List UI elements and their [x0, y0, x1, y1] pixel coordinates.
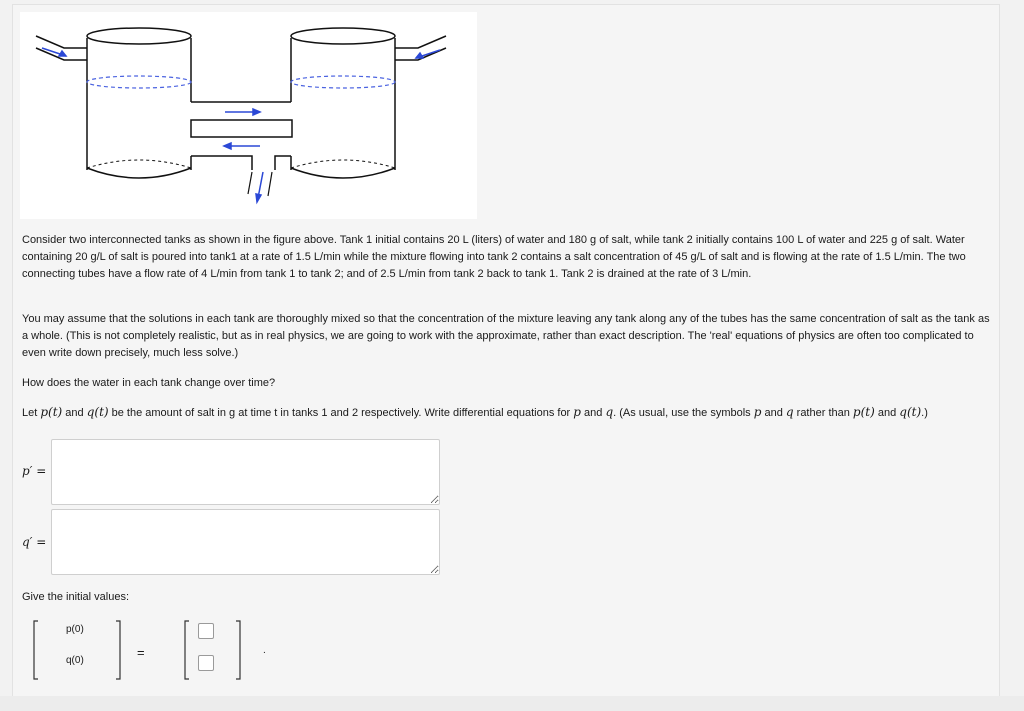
instruction-text: Let — [22, 407, 41, 419]
symbol-q: q — [785, 405, 794, 419]
instruction-text: rather than — [793, 407, 853, 419]
symbol-q-of-t: q(t) — [899, 405, 922, 419]
middle-tube — [191, 120, 292, 137]
initial-values-heading: Give the initial values: — [22, 591, 129, 603]
drain-stream-left — [248, 172, 252, 194]
instruction-text: be the amount of salt in g at time t in tanks 1 and 2 respectively. Write differential equations for — [108, 407, 574, 419]
q-prime-input[interactable] — [51, 509, 440, 575]
instruction-text: and — [62, 407, 87, 419]
q0-input[interactable] — [198, 655, 214, 671]
instruction-text: and — [761, 407, 786, 419]
right-bracket-open — [185, 621, 189, 679]
tank2-water-level — [291, 76, 395, 88]
q-prime-label: q′ = — [22, 535, 47, 549]
p-prime-input[interactable] — [51, 439, 440, 505]
instruction-text: and — [874, 407, 900, 419]
trailing-period: . — [263, 645, 266, 656]
bottom-bar — [0, 696, 1024, 711]
symbol-p-of-t: p(t) — [40, 405, 63, 419]
tank1-top — [87, 28, 191, 44]
inlet2-top — [395, 36, 446, 48]
equals-sign: = — [137, 645, 145, 660]
tank1-bottom-dash — [87, 160, 191, 168]
lower-tube-right — [275, 156, 291, 170]
tank-diagram — [20, 12, 477, 219]
inlet1-top — [36, 36, 87, 48]
drain-arrowhead — [256, 194, 261, 202]
tank2-bottom — [291, 168, 395, 178]
inlet1-arrowhead — [59, 51, 66, 56]
p-prime-label: p′ = — [22, 464, 47, 478]
problem-paragraph-2: You may assume that the solutions in each tank are thoroughly mixed so that the concentration of the mixture leaving any tank along any of the tubes has the same concentration of salt as the tank as a whole. (This is not completely realistic, but as in real physics, we are going to work with the approximate, rather than exact description. The 'real' equations of physics are often too complicated to even write down precisely, much less solve.) — [22, 313, 990, 359]
symbol-p: p — [573, 405, 581, 419]
drain-stream-right — [268, 172, 272, 196]
instruction-text: and — [580, 407, 606, 419]
instruction-text: . (As usual, use the symbols — [613, 407, 754, 419]
tank2-top — [291, 28, 395, 44]
instruction-text: .) — [921, 407, 928, 419]
problem-question: How does the water in each tank change over time? — [22, 377, 276, 389]
upper-flow-arrowhead — [253, 109, 260, 115]
symbol-q: q — [605, 405, 614, 419]
tank2-bottom-dash — [291, 160, 395, 168]
left-bracket-open — [34, 621, 38, 679]
tank-figure — [20, 12, 477, 219]
symbol-q-of-t: q(t) — [86, 405, 109, 419]
symbol-p-of-t: p(t) — [852, 405, 875, 419]
left-bracket-close — [116, 621, 120, 679]
p0-input[interactable] — [198, 623, 214, 639]
right-bracket-close — [236, 621, 240, 679]
tank1-bottom — [87, 168, 191, 178]
symbol-p: p — [753, 405, 762, 419]
problem-instruction — [22, 404, 994, 422]
lower-tube-left — [191, 156, 252, 170]
tank1-water-level — [87, 76, 191, 88]
inlet2-arrowhead — [416, 53, 423, 58]
lower-flow-arrowhead — [224, 143, 231, 149]
q0-label: q(0) — [66, 655, 84, 666]
p0-label: p(0) — [66, 624, 84, 635]
problem-paragraph-1: Consider two interconnected tanks as shown in the figure above. Tank 1 initial contains 20 L (liters) of water and 180 g of salt, while tank 2 initially contains 100 L of water and 225 g of salt. Water containing 20 g/L of salt is poured into tank1 at a rate of 1.5 L/min while the mixture flowing into tank 2 contains a salt concentration of 45 g/L of salt and is flowing at the rate of 1.5 L/min. The two connecting tubes have a flow rate of 4 L/min from tank 1 to tank 2; and of 2.5 L/min from tank 2 back to tank 1. Tank 2 is drained at the rate of 3 L/min. — [22, 234, 966, 280]
